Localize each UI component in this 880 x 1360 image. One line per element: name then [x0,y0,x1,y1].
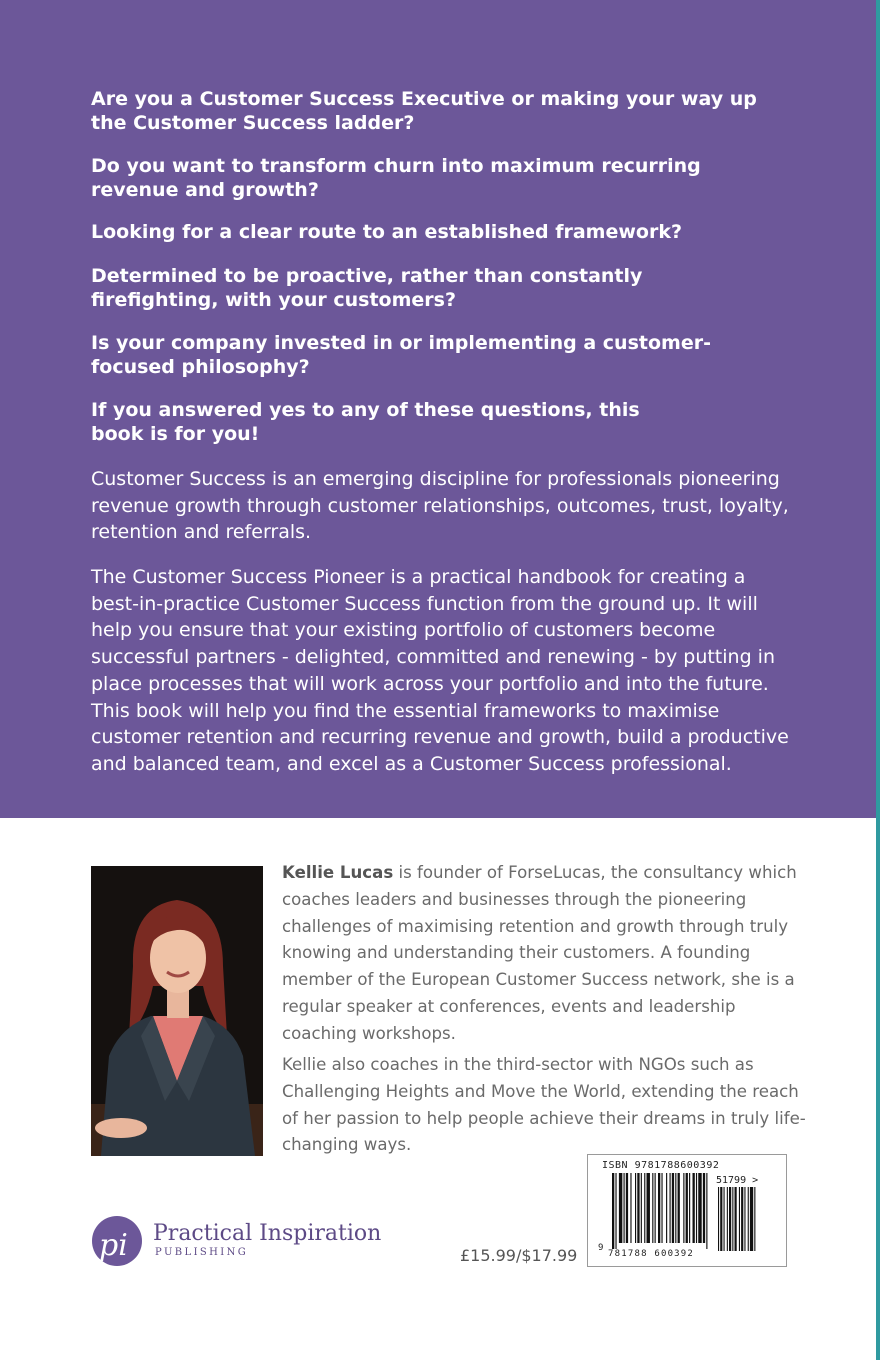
question-3: Looking for a clear route to an established framework? [91,221,682,243]
barcode-bar [686,1173,688,1243]
author-bio-text: is founder of ForseLucas, the consultancy which coaches leaders and businesses through the pioneering challenges of maximising retention and growth through truly knowing and understanding their customers. A founding member of the European Customer Success network, she is a regular speaker at conferences, events and leadership coaching workshops. [282,863,797,1043]
barcode-bar [630,1173,631,1243]
publisher-subtitle: PUBLISHING [155,1247,249,1258]
barcode-bar [624,1173,625,1243]
barcode-bar [652,1173,653,1243]
barcode-bar [644,1173,645,1243]
author-bio [282,860,812,1048]
barcode-bar [678,1173,680,1243]
barcode-bar [661,1173,662,1243]
barcode-bar [670,1173,671,1243]
barcode-addon-bar [718,1187,719,1251]
barcode-addon-bar [732,1187,733,1251]
author-photo [91,866,263,1156]
barcode-bar [619,1173,622,1243]
barcode-digits: 781788 600392 [608,1249,695,1259]
barcode-addon-bar [750,1187,753,1251]
barcode-bar [626,1173,628,1243]
barcode-bar [615,1173,616,1249]
isbn-label: ISBN 9781788600392 [602,1160,720,1171]
barcode-addon-bar [744,1187,745,1251]
summary-paragraph: The Customer Success Pioneer is a practical handbook for creating a best-in-practice Customer Success function from the ground up. It will help you ensure that your existing portfolio of customers become successful partners - delighted, committed and renewing - by putting in place processes that will work across your portfolio and into the future. This book will help you find the essential frameworks to maximise customer retention and recurring revenue and growth, build a productive and balanced team, and excel as a Customer Success professional. [91,566,789,775]
barcode-bar [706,1173,707,1249]
author-portrait-illustration [91,866,263,1156]
author-name: Kellie Lucas [282,863,394,882]
question-2: Do you want to transform churn into maximum recurring revenue and growth? [91,155,701,201]
question-5: Is your company invested in or implementing a customer-focused philosophy? [91,332,711,378]
barcode-addon-digits: 51799 > [716,1175,759,1186]
barcode-addon-bar [735,1187,737,1251]
barcode-addon-bar [724,1187,725,1251]
barcode-addon-bar [754,1187,755,1251]
barcode-bar [612,1173,614,1249]
barcode-addon-bar [739,1187,740,1251]
publisher-logo [91,1213,382,1269]
barcode-lead-digit: 9 [598,1243,604,1253]
question-4: Determined to be proactive, rather than constantly firefighting, with your customers? [91,265,643,311]
barcode-bar [693,1173,695,1243]
barcode-addon-bar [729,1187,731,1251]
barcode-bar [635,1173,636,1243]
barcode-bar [698,1173,701,1243]
barcode-bar [637,1173,639,1243]
barcode-bar [672,1173,674,1243]
barcode-bar [675,1173,676,1243]
barcode-bar [641,1173,642,1243]
barcode-bar [696,1173,697,1243]
author-bio-second: Kellie also coaches in the third-sector with NGOs such as Challenging Heights and Move the World, extending the reach of her passion to help people achieve their dreams in truly life-changing ways. [282,1055,806,1155]
barcode-addon-bar [748,1187,749,1251]
question-6: If you answered yes to any of these questions, this book is for you! [91,399,640,445]
question-1: Are you a Customer Success Executive or making your way up the Customer Success ladder? [91,88,757,134]
spine-edge [876,0,880,1360]
isbn-barcode [587,1154,787,1267]
barcode-bar [647,1173,650,1243]
price: £15.99/$17.99 [460,1246,578,1265]
intro-paragraph: Customer Success is an emerging discipline for professionals pioneering revenue growth through customer relationships, outcomes, trust, loyalty, retention and referrals. [91,468,789,544]
barcode-addon-bar [727,1187,728,1251]
publisher-name: Practical Inspiration [153,1221,382,1246]
barcode-bar [703,1173,705,1243]
barcode-addon-bar [720,1187,722,1251]
barcode-bar [689,1173,690,1243]
svg-text:pi: pi [99,1228,128,1263]
barcode-bar [655,1173,656,1243]
barcode-addon-bar [741,1187,743,1251]
barcode-bar [683,1173,684,1243]
barcode-bar [666,1173,667,1243]
publisher-emblem-icon [91,1213,147,1269]
barcode-bar [658,1173,660,1243]
